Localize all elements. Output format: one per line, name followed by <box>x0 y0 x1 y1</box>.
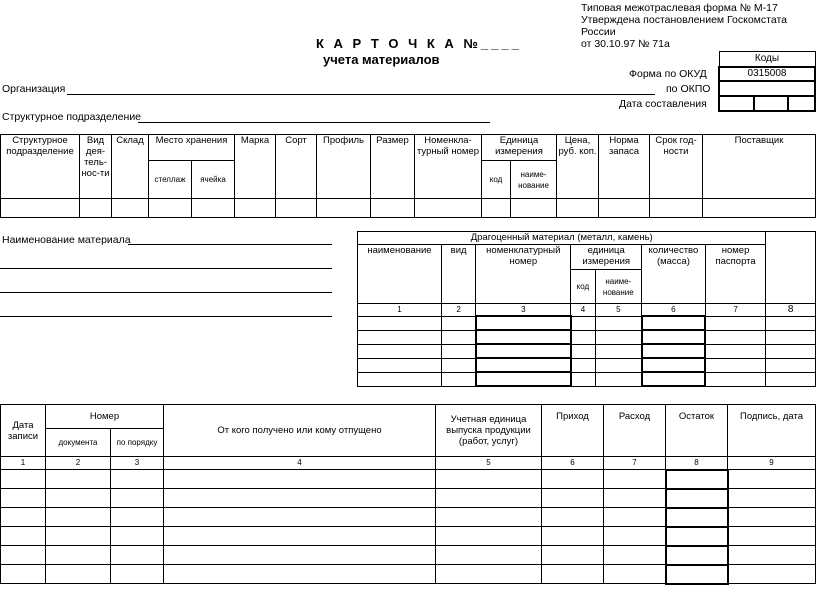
col-unit-code: код <box>571 270 595 304</box>
col-supplier: Поставщик <box>703 135 816 199</box>
table-row[interactable] <box>1 508 816 527</box>
date-year[interactable] <box>788 96 815 111</box>
col-unit: Учетная единица выпуска продукции (работ, услуг) <box>436 405 542 457</box>
form-header <box>581 2 816 50</box>
col-nomenclature: номенклатурный номер <box>476 245 571 304</box>
col-from-to: От кого получено или кому отпущено <box>164 405 436 457</box>
card-subtitle: учета материалов <box>323 52 440 67</box>
table-row[interactable] <box>1 565 816 584</box>
table-row[interactable] <box>358 316 816 330</box>
okpo-value[interactable] <box>719 81 815 96</box>
col-storage: Место хранения <box>149 135 235 161</box>
department-field[interactable] <box>138 122 490 123</box>
col-size: Размер <box>371 135 415 199</box>
col-balance: Остаток <box>666 405 728 457</box>
col-date: Дата записи <box>1 405 46 457</box>
material-name-line[interactable] <box>0 268 332 269</box>
precious-material-table <box>357 231 816 387</box>
table-row[interactable] <box>1 489 816 508</box>
organization-field[interactable] <box>67 94 655 95</box>
col-price: Цена, руб. коп. <box>557 135 599 199</box>
col-kind: вид <box>441 245 475 304</box>
col-warehouse: Склад <box>112 135 149 199</box>
table-row[interactable] <box>1 470 816 489</box>
col-unit-name: наиме-нование <box>511 161 557 199</box>
codes-table <box>718 51 816 112</box>
table-row[interactable] <box>1 199 816 218</box>
table-row[interactable] <box>358 344 816 358</box>
date-day[interactable] <box>719 96 754 111</box>
approval-line: Утверждена постановлением Госкомстата России <box>581 14 787 38</box>
col-brand: Марка <box>235 135 276 199</box>
form-type-line: Типовая межотраслевая форма № М-17 <box>581 2 778 14</box>
okud-value[interactable]: 0315008 <box>719 67 815 81</box>
col-number: Номер <box>46 405 164 429</box>
table-row[interactable] <box>358 372 816 386</box>
material-name-line[interactable] <box>0 316 332 317</box>
col-quantity: количество (масса) <box>642 245 706 304</box>
col-doc: документа <box>46 429 111 457</box>
col-dept: Структурное подразделение <box>1 135 80 199</box>
col-order: по порядку <box>111 429 164 457</box>
col-cell: ячейка <box>192 161 235 199</box>
col-passport: номер паспорта <box>705 245 766 304</box>
material-name-line[interactable] <box>0 292 332 293</box>
col-expense: Расход <box>604 405 666 457</box>
okud-label: Форма по ОКУД <box>629 68 707 80</box>
col-nomenclature: Номенкла-турный номер <box>415 135 482 199</box>
col-name: наименование <box>358 245 442 304</box>
codes-header: Коды <box>719 52 815 67</box>
material-name-label: Наименование материала <box>2 234 131 246</box>
col-income: Приход <box>542 405 604 457</box>
col-unit-name: наиме-нование <box>595 270 642 304</box>
date-label: Дата составления <box>619 98 707 110</box>
col-rack: стеллаж <box>149 161 192 199</box>
col-signature: Подпись, дата <box>728 405 816 457</box>
col-unit: Единица измерения <box>482 135 557 161</box>
column-numbers: 1 2 3 4 5 6 7 8 <box>358 304 816 317</box>
table-row[interactable] <box>1 527 816 546</box>
col-shelf-life: Срок год-ности <box>650 135 703 199</box>
col-profile: Профиль <box>317 135 371 199</box>
material-name-field[interactable] <box>128 244 332 245</box>
date-month[interactable] <box>754 96 788 111</box>
movement-table <box>0 404 816 585</box>
col-norm: Норма запаса <box>599 135 650 199</box>
col-unit: единица измерения <box>571 245 642 270</box>
col-activity: Вид дея-тель-нос-ти <box>80 135 112 199</box>
table-row[interactable] <box>358 330 816 344</box>
approval-date-line: от 30.10.97 № 71а <box>581 38 670 50</box>
table-row[interactable] <box>358 358 816 372</box>
col-grade: Сорт <box>276 135 317 199</box>
col-unit-code: код <box>482 161 511 199</box>
precious-title: Драгоценный материал (металл, камень) <box>358 232 766 245</box>
department-label: Структурное подразделение <box>2 111 142 123</box>
organization-label: Организация <box>2 83 66 95</box>
material-attributes-table <box>0 134 816 218</box>
card-title: К А Р Т О Ч К А №____ <box>316 36 522 51</box>
table-row[interactable] <box>1 546 816 565</box>
okpo-label: по ОКПО <box>666 83 711 95</box>
column-numbers: 1 2 3 4 5 6 7 8 9 <box>1 457 816 470</box>
